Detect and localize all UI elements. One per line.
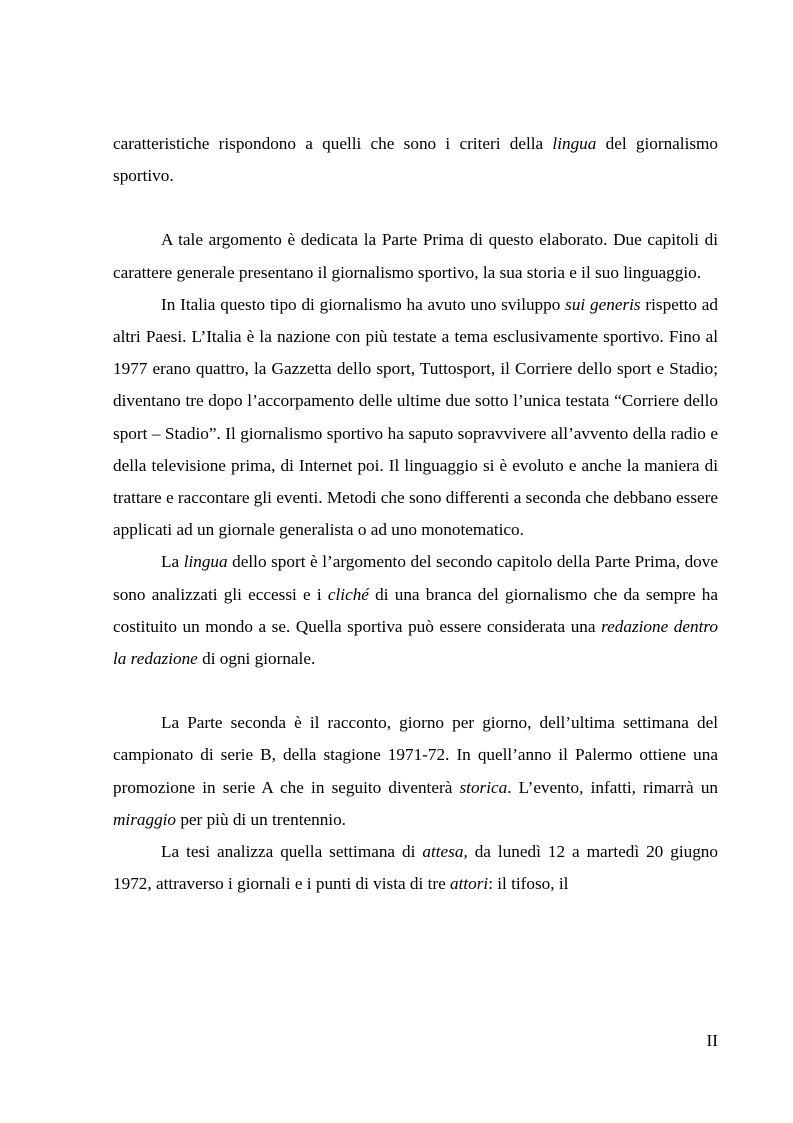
text-run: dello sport è l’argomento del secondo capitolo della Parte Prima, dove sono analizzati gli eccessi e i xyxy=(113,552,718,604)
italic-term: attesa xyxy=(422,842,464,862)
page-number: II xyxy=(706,1031,718,1050)
text-run: di una branca del giornalismo che da sempre ha costituito un mondo a se. Quella sportiva può essere considerata una xyxy=(113,584,718,636)
italic-term: attori xyxy=(450,874,489,894)
text-run: del giornalismo sportivo. xyxy=(113,134,718,186)
text-run: di ogni giornale. xyxy=(197,649,316,669)
italic-term: lingua xyxy=(552,134,597,153)
text-run: La tesi analizza quella settimana di xyxy=(161,842,423,862)
text-run: . L’evento, infatti, rimarrà un xyxy=(507,777,719,797)
text-run: , da lunedì 12 a martedì 20 giugno 1972, attraverso i giornali e i punti di vista di tre xyxy=(113,842,718,894)
paragraph-5 xyxy=(113,707,718,836)
document-body xyxy=(113,128,718,900)
text-run: In Italia questo tipo di giornalismo ha avuto uno sviluppo xyxy=(161,294,566,314)
text-run: per più di un trentennio. xyxy=(176,809,346,829)
paragraph-4 xyxy=(113,546,718,675)
italic-term: storica xyxy=(459,777,508,797)
text-run: La Parte seconda è il racconto, giorno per giorno, dell’ultima settimana del campionato di serie B, della stagione 1971-72. In quell’anno il Palermo ottiene una promozione in serie A che in seguito diventerà xyxy=(113,713,718,797)
text-run: La xyxy=(161,552,184,572)
paragraph-3 xyxy=(113,289,718,547)
paragraph-1 xyxy=(113,128,718,192)
text-run: rispetto ad altri Paesi. L’Italia è la nazione con più testate a tema esclusivamente sportivo. Fino al 1977 erano quattro, la Gazzetta dello sport, Tuttosport, il Corriere dello sport e Stadio; diventano tre dopo l’accorpamento delle ultime due sotto l’unica testata “Corriere dello sport – Stadio”. Il giornalismo sportivo ha saputo sopravvivere all’avvento della radio e della televisione prima, di Internet poi. Il linguaggio si è evoluto e anche la maniera di trattare e raccontare gli eventi. Metodi che sono differenti a seconda che debbano essere applicati ad un giornale generalista o ad uno monotematico. xyxy=(113,294,718,540)
italic-term: lingua xyxy=(183,552,228,572)
paragraph-6 xyxy=(113,836,718,900)
paragraph-2 xyxy=(113,224,718,288)
text-run: A tale argomento è dedicata la Parte Prima di questo elaborato. Due capitoli di carattere generale presentano il giornalismo sportivo, la sua storia e il suo linguaggio. xyxy=(113,230,718,282)
text-run: : il tifoso, il xyxy=(488,874,569,894)
italic-term: miraggio xyxy=(113,809,177,829)
italic-term: sui generis xyxy=(565,294,641,314)
italic-term: redazione dentro la redazione xyxy=(113,616,718,669)
text-run: caratteristiche rispondono a quelli che sono i criteri della xyxy=(113,134,553,153)
italic-term: cliché xyxy=(327,584,369,604)
